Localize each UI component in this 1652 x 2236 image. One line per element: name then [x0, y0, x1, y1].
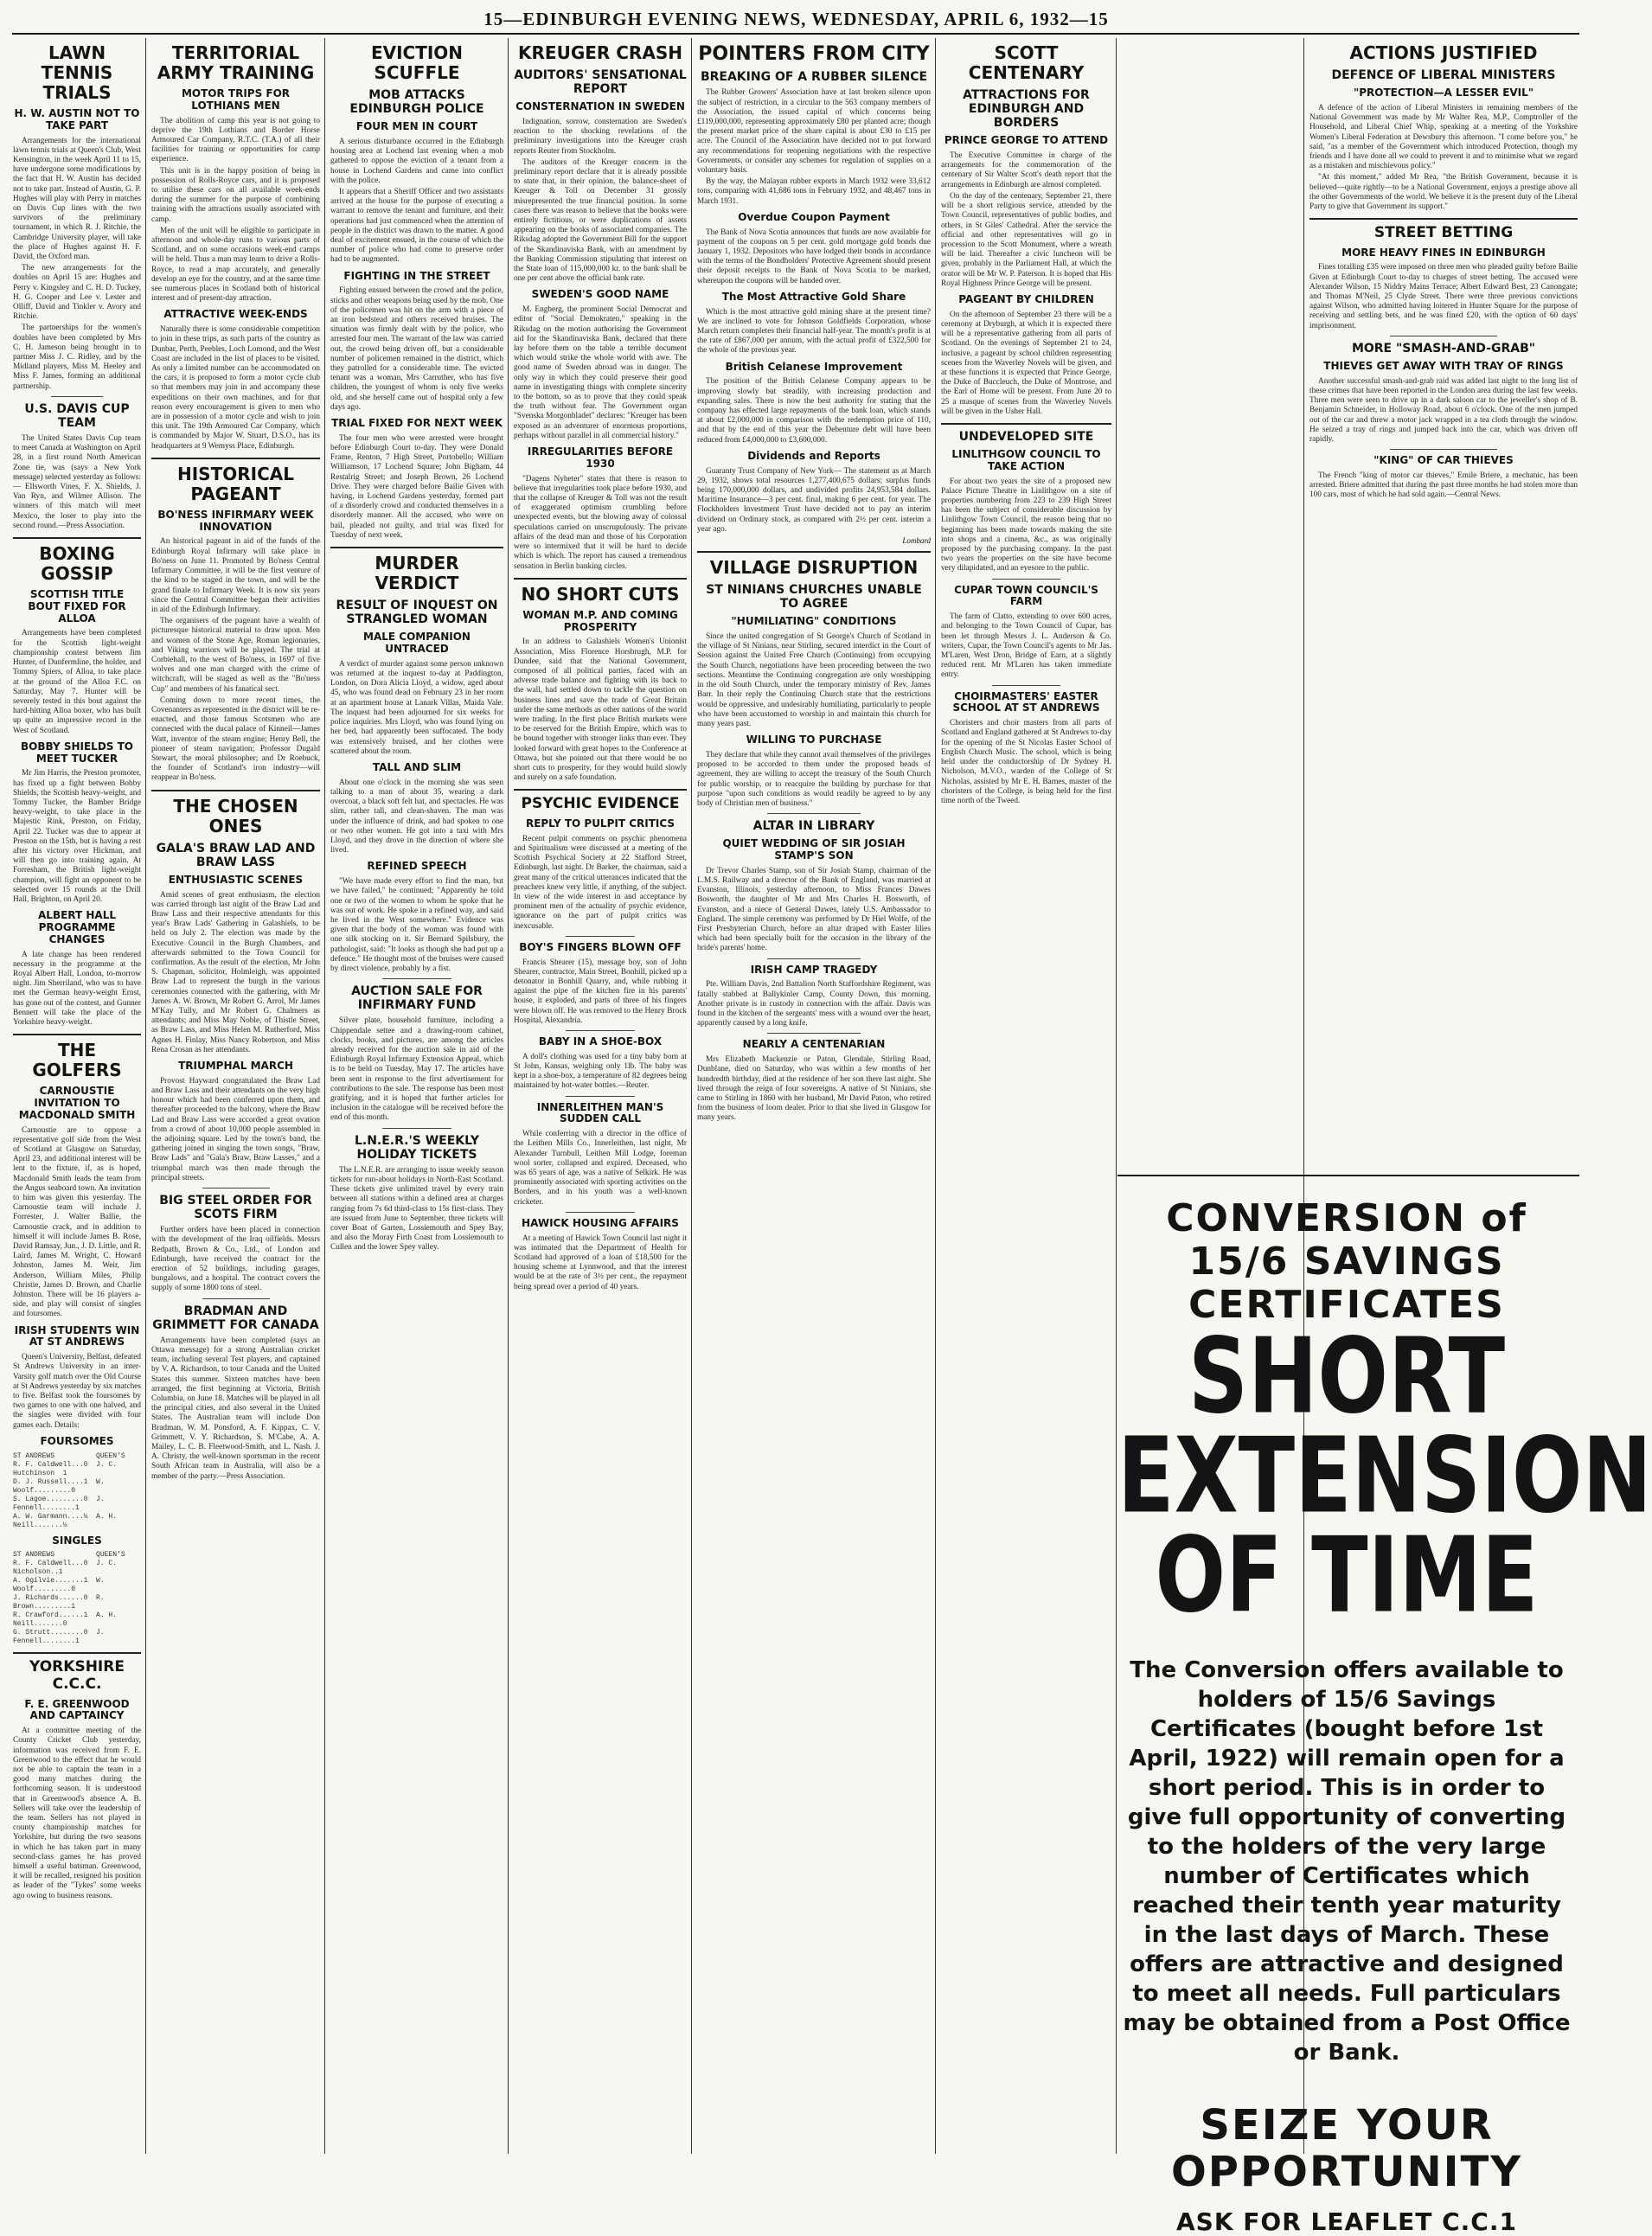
headline-centenarian: NEARLY A CENTENARIAN	[742, 1038, 886, 1051]
article-text: For about two years the site of a proposed new Palace Picture Theatre in Linlithgow on a site of properties numbering from 223 to 239 High Street has been the subject of considerable discussion by Linlithgow Town Council, the reason being that no beginning has been made towards making the site into shops and a cinema, &c., as was originally proposed by the purchasing company. In the past two years the properties on the site have become very dilapidated, and an eyesore to the public.	[941, 477, 1111, 573]
headline-bobby-shields: BOBBY SHIELDS TO MEET TUCKER	[20, 740, 133, 765]
column-divider	[691, 38, 692, 2154]
page-folio: 15—EDINBURGH EVENING NEWS, WEDNESDAY, APRIL 6, 1932—15	[483, 9, 1109, 29]
article-text: Recent pulpit comments on psychic phenomena and Spiritualism were discussed at a meeting of the Scottish Psychical Society at 22 Stafford Street, Edinburgh, last night. Dr Barker, the chairman, said a great many of the critical utterances indicated that the preachers knew very little, if anything, of the subject. In view of the wide interest in and acceptance by prominent men of the actuality of psychic evidence, ignorance on the part of pulpit critics was inexcusable.	[514, 834, 687, 931]
subhead: MOTOR TRIPS FOR LOTHIANS MEN	[181, 87, 291, 112]
subhead: "HUMILIATING" CONDITIONS	[731, 615, 897, 628]
separator	[51, 396, 102, 397]
headline-hawick: HAWICK HOUSING AFFAIRS	[522, 1216, 679, 1229]
article-text: The United States Davis Cup team to meet Canada at Washington on April 28, in a first round North American Zone tie, was (says a New York message) selected yesterday as follows:— Ellsworth Vines, F. X. Shields, J. Van Ryn, and Wilmer Allison. The winners of this match will meet Mexico, the loser to play into the second round.—Press Association.	[13, 434, 141, 530]
subhead: TRIUMPHAL MARCH	[178, 1060, 293, 1072]
scores-table: ST ANDREWS QUEEN'S R. F. Caldwell...0 J. C. Nicholson..1 A. Ogilvie.......1 W. Woolf.........0 J. Richards......0 R. Brown.........1 R. Crawford......1 A. H. Neill.......0 G. Strutt........0 J. Fennell........1	[13, 1551, 125, 1646]
subhead: FIGHTING IN THE STREET	[343, 269, 490, 282]
article-text: Dr Trevor Charles Stamp, son of Sir Josiah Stamp, chairman of the L.M.S. Railway and a director of the Bank of England, was married at Evanston, Illinois, yesterday afternoon, to Miss Frances Dawes Bosworth, the daughter of Mr and Mrs Charles H. Bosworth, of Evanston, and a niece of General Dawes, lately U.S. Ambassador to England. The simple ceremony was performed by Dr Hiel Wolfe, of the First Presbyterian Church, before an altar draped with Easter lilies which had been specially built for the occasion in the library of the bride's parents' home.	[697, 866, 931, 953]
article-text: The French "king of motor car thieves," Emile Briere, a mechanic, has been arrested. Briere admitted that during the past three months he had stolen more than 100 cars, most of which he had sold again.—Central News.	[1309, 471, 1578, 500]
separator	[1390, 449, 1497, 450]
separator	[202, 1298, 270, 1299]
scores-label: FOURSOMES	[40, 1434, 114, 1447]
article-text: M. Engberg, the prominent Social Democrat and editor of "Social Demokraten," speaking in the Riksdag on the motion authorising the Government aid for the Skandinaviska Bank, declared that there lay before them on the table a terrible document which would strike the whole world with awe. The good name of Sweden abroad was in danger. The only way in which they could preserve their good name in investigating things with complete sincerity to the bottom, so as to prove that they could speak the truth without fear. The Government organ "Svenska Morgonbladet" declares: "Kreuger has been exposed as an adventurer of enormous proportions, perhaps without parallel in all commercial history."	[514, 305, 687, 440]
article-text: The four men who were arrested were brought before Edinburgh Court to-day. They were Donald Frame, Renton, 7 High Street, Portobello; William Williamson, 17 Lochend Square; John Bigham, 44 Restalrig Street; and Joseph Brown, 26 Lochend Drive. They were charged before Bailie Given with having, in Lochend Gardens yesterday, formed part of a disorderly crowd and conducted themselves in a disorderly manner. All the accused, who were on bail, pleaded not guilty, and trial was fixed for Tuesday of next week.	[330, 433, 503, 540]
headline-lawn-tennis: LAWN TENNIS TRIALS	[41, 42, 113, 103]
article-text: A late change has been rendered necessary in the programme at the Royal Albert Hall, London, to-morrow night. Jim Sherriland, who was to have met the German heavy-weight Ernst, has gone out of the contest, and Gunner Bennett will take the place of the Yorkshire heavy-weight.	[13, 950, 141, 1027]
subhead: QUIET WEDDING OF SIR JOSIAH STAMP'S SON	[722, 837, 906, 862]
advert-headline: CONVERSION of 15/6 SAVINGS CERTIFICATES	[1166, 1196, 1527, 1327]
separator	[514, 578, 687, 580]
article-text: The abolition of camp this year is not going to deprive the 19th Lothians and Border Horse Armoured Car Company, R.T.C. (T.A.) of all their facilities for training or opportunities for camp experience.	[151, 116, 320, 164]
subhead: REFINED SPEECH	[367, 860, 467, 873]
headline-actions-justified: ACTIONS JUSTIFIED	[1349, 42, 1538, 63]
article-text: Fines totalling £35 were imposed on three men who pleaded guilty before Bailie Given at Edinburgh Court to-day to charges of street betting. The accused were Alexander Wilson, 15 Niddry Mains Terrace; Albert Edward Best, 23 Canongate; and Thomas M'Neil, 25 Clyde Street. There were three previous convictions against Wilson, who admitted having loitered in Hunter Square for the purpose of receiving and settling bets, and he was fined £20, with the option of 60 days' imprisonment.	[1309, 263, 1578, 330]
subhead: GALA'S BRAW LAD AND BRAW LASS	[156, 841, 316, 869]
headline-golfers: THE GOLFERS	[32, 1040, 122, 1081]
column-divider	[935, 38, 936, 2154]
subhead: ENTHUSIASTIC SCENES	[168, 873, 304, 886]
scores-label: SINGLES	[52, 1534, 102, 1547]
article-text: Since the united congregation of St George's Church of Scotland in the village of St Ninians, near Stirling, secured interdict in the Court of Session against the United Free Church (Continuing) from occupying the South Church, negotiations have been proceeding between the two sections. Meantime the Continuing congregation are only worshipping in the old South Church, under the temporary ministry of Rev. James Barr. In their reply the Continuing Church state that the restrictions would be oppressive, and undesirably humiliating, particularly to people who have been accustomed to worship in and maintain this church for many years past.	[697, 632, 931, 728]
subhead: WOMAN M.P. AND COMING PROSPERITY	[522, 608, 678, 633]
advert-leaflet: ASK FOR LEAFLET C.C.1	[1176, 2207, 1517, 2236]
separator	[151, 458, 320, 459]
headline-altar-library: ALTAR IN LIBRARY	[752, 819, 875, 834]
headline-scott-centenary: SCOTT CENTENARY	[968, 42, 1085, 83]
article-text: The new arrangements for the doubles on April 15 are: Hughes and Perry v. Kingsley and C. H. D. Tuckey, H. G. Cooper and Lee v. Lester and Olliff, David and Tinkler v. Avory and Ritchie.	[13, 264, 141, 322]
article-text: Francis Shearer (15), message boy, son of John Shearer, contractor, Main Street, Bonhill, picked up a detonator in Bonhill Quarry, and, while rubbing it against the pipe of the kitchen fire in his parents' house, it exploded, and parts of three of his fingers were blown off. He was removed to the Henry Brock Hospital, Alexandria.	[514, 958, 687, 1025]
article-text: The farm of Clatto, extending to over 600 acres, and belonging to the Town Council of Cupar, has been let through Messrs J. L. Anderson & Co. writers, Cupar, the Town Council's agents to Mr Jas. M'Laren, West Dron, Bridge of Earn, at a slightly reduced rent. Mr M'Laren has taken immediate entry.	[941, 612, 1111, 680]
headline-irish-students: IRISH STUDENTS WIN AT ST ANDREWS	[14, 1323, 140, 1349]
headline-undeveloped-site: UNDEVELOPED SITE	[958, 429, 1094, 444]
article-text: The auditors of the Kreuger concern in the preliminary report declare that it is already possible to state that, in their opinion, the balance-sheet of Kreuger & Toll on December 31 grossly misrepresented the true financial position. In some cases there was reason to believe that the books were entirely fictitious, or were duplications of assets appearing on the books of associated companies. The Riksdag adopted the Government Bill for the support of the Skandinaviska Bank, with an amendment by the Banking Commission stipulating that interest on the State loan of 115,000,000 kr. to the bank shall be one per cent above the official bank rate.	[514, 157, 687, 284]
article-text: On the afternoon of September 23 there will be a ceremony at Dryburgh, at which it is expected there will be a representative gathering from all parts of Scotland. On the evenings of September 21 to 24, inclusive, a pageant by school children representing scenes from the Waverley Novels will be given, and at these functions it is expected that Prince George, the Duke of Buccleuch, the Duke of Montrose, and the Earl of Home will be present. From June 20 to 25 a masque of scenes from the Waverley Novels will be given in the Usher Hall.	[941, 310, 1111, 416]
headline-murder-verdict: MURDER VERDICT	[375, 553, 459, 594]
advert-rule	[1117, 1175, 1579, 1176]
article-text: Fighting ensued between the crowd and the police, sticks and other weapons being used by the mob. One of the policemen was hit on the arm with a piece of an iron bedstead and others received bruises. The situation was firmly dealt with by the police, who arrested four men. The warrant of the law was carried out, the crowd being driven off, but a considerable number of policemen remained in the district, which they patrolled for a considerable time. The evicted tenant was a woman, Mrs Carruther, who has five children, the youngest of whom is only five weeks old, and she herself came out of hospital only a few days ago.	[330, 286, 503, 412]
headline-territorial: TERRITORIAL ARMY TRAINING	[157, 42, 315, 83]
headline-chosen-ones: THE CHOSEN ONES	[173, 795, 298, 836]
separator	[330, 547, 503, 548]
article-text: "We have made every effort to find the man, but we have failed," he continued; "Apparently he told one or two of the women to whom he spoke that he was out of work. He spoke in a refined way, and said he lived in the West somewhere." Evidence was given that the body of the woman was found with one silk stocking on it. Sir Bernard Spilsbury, the pathologist, said: "It looks as though she had put up a defence." He thought most of the bruises were caused by direct violence, probably by a fist.	[330, 877, 503, 973]
separator	[992, 579, 1060, 580]
subhead: REPLY TO PULPIT CRITICS	[525, 817, 676, 830]
subhead: CONSTERNATION IN SWEDEN	[515, 100, 685, 113]
subhead: FOUR MEN IN COURT	[355, 120, 478, 133]
separator	[1309, 218, 1578, 220]
article-text: Another successful smash-and-grab raid was added last night to the long list of these crimes that have been reported in the London area during the last few weeks. Three men were seen to drive up in a dark saloon car to the jeweller's shop of B. Benjamin Schneider, in Holloway Road, about 6 o'clock. One of the men jumped out of the car and threw a motor jack wrapped in a tea cloth through the window. He seized a tray of rings and jumped back into the car, which was driven off rapidly.	[1309, 376, 1578, 444]
subhead: LINLITHGOW COUNCIL TO TAKE ACTION	[951, 448, 1101, 472]
article-text: Carnoustie are to oppose a representative golf side from the West of Scotland at Glasgow on Saturday, April 23, and additional interest will be lent to the fixture, if, as is hoped, Macdonald Smith leads the team from the Angus seaboard town. An invitation to him was given this yesterday. The Carnoustie team will include J. Forrester, J. Walter Ballie, the Carnoustie crack, and in addition to himself it will include James B. Rose, David Ramsay, Jun., J. D. Little, and R. Laird, James M. Wright, C. Howard Johnston, James M. Weir, Jim Anderson, William Miles, Philip Christie, James D. Brown, and Charlie Johnston. There will be 16 players a-side, and play will consist of singles and foursomes.	[13, 1125, 141, 1319]
article-text: By the way, the Malayan rubber exports in March 1932 were 33,612 tons, comparing with 41,686 tons in February 1932, and 48,467 tons in March 1931.	[697, 177, 931, 206]
subhead: SWEDEN'S GOOD NAME	[531, 288, 669, 301]
article-text: On the day of the centenary, September 21, there will be a short religious service, attended by the Town Council, representatives of public bodies, and others, in St Giles' Cathedral. After the service the official and other representatives will go in procession to the Scott Monument, where a wreath will be laid. Thereafter a civic luncheon will be given, probably in the Parliament Hall, at which the orator will be Mr W. P. Paterson. It is hoped that His Royal Highness Prince George will be present.	[941, 191, 1111, 288]
headline-davis-cup: U.S. DAVIS CUP TEAM	[24, 401, 130, 430]
headline-car-thieves: "KING" OF CAR THIEVES	[1373, 454, 1514, 467]
advert-call-to-action: SEIZE YOUR OPPORTUNITY	[1170, 2101, 1523, 2196]
column-6	[937, 38, 1116, 1163]
article-text: Amid scenes of great enthusiasm, the election was carried through last night of the Braw Lad and Braw Lass and their respective attendants for this year's Braw Lads' Gathering in Galashiels, to be held on July 2. The election was made by the Executive Council in the Burgh Chambers, and afterwards submitted to the Town Council for confirmation. As the result of the election, Mr John S. Chapman, solicitor, Holmleigh, was appointed Braw Lad to represent the burgh in the various ceremonies connected with the gathering, with Mr James A. W. Brown, Mr Robert G. Arrol, Mr James M'Kay Tully, and Mr Robert G. Chalmers as attendants; and Miss May Noble, of Thistle Street, as Braw Lass, and Miss Helen M. Rutherford, Miss Agnes H. Finlay, Miss Nancy Robertson, and Miss Rena Crosan as her attendants.	[151, 890, 320, 1054]
subhead: MALE COMPANION UNTRACED	[363, 631, 471, 656]
column-divider	[145, 38, 146, 2154]
separator	[13, 537, 141, 539]
article-text: Mr Jim Harris, the Preston promoter, has fixed up a fight between Bobby Shields, the Scottish heavy-weight, and Tommy Tucker, the Bamber Bridge heavy-weight, to take place in the Majestic Rink, Preston, on Friday, April 22. Tucker was due to appear at Preston on the 15th, but is having a rest after his victory over Hickman, and will then go into training again. At Forresham, the British light-weight champion, will fight an opponent to be selected over 15 rounds at the Drill Hall, Brighton, on April 20.	[13, 769, 141, 904]
subhead: F. E. GREENWOOD AND CAPTAINCY	[24, 1697, 130, 1722]
column-divider	[324, 38, 325, 2154]
savings-certificates-advert	[1117, 1182, 1652, 2236]
article-text: Provost Hayward congratulated the Braw Lad and Braw Lass and their attendants on the very high honour which had been conferred upon them, and thereafter proceeded to the balcony, where the Braw Lad and Braw Lass were accorded a great ovation from a crowd of about 10,000 people assembled in the adjoining square. Led by the town's band, the gathering joined in singing the town songs, "Braw, Braw Lads" and "Gala's Braw, Braw Lasses," and a triumphal march was then made through the principal streets.	[151, 1076, 320, 1182]
separator	[992, 685, 1060, 686]
subhead: AUDITORS' SENSATIONAL REPORT	[514, 68, 687, 97]
article-text: Indignation, sorrow, consternation are Sweden's reaction to the shocking revelations of the preliminary investigations into the Kreuger crash reports Reuter from Stockholm.	[514, 117, 687, 156]
headline-village-disruption: VILLAGE DISRUPTION	[709, 557, 919, 579]
column-5	[693, 38, 935, 2154]
subhead: ST NINIANS CHURCHES UNABLE TO AGREE	[706, 583, 922, 612]
article-text: A verdict of murder against some person unknown was returned at the inquest to-day at Paddington, London, on Dora Alicia Lloyd, a widow, aged about 45, who was found dead on February 23 in her room at an apartment house at Lanark Villas, Maida Vale. The inquest had been adjourned for six weeks for police inquiries. Mrs Lloyd, who was found lying on her bed, had apparently been suffocated. The body was extensively bruised, and her clothes were scattered about the room.	[330, 659, 503, 756]
article-text: In an address to Galashiels Women's Unionist Association, Miss Florence Horsbrugh, M.P. for Dundee, said that the National Government, composed of all political parties, faced with an adverse trade balance and fighting with its back to the wall, had settled down to tackle the question on business lines and save the trade of Great Britain under the same methods as other nations of the world were trading. In the first place British markets were to be reserved for the British Empire, which was to be bound together with stronger links than ever. They looked forward with great hopes to the Conference at Ottawa, but she pointed out that there would be no short cuts to prosperity, for they would build slowly and surely on a safe foundation.	[514, 637, 687, 783]
subhead: Overdue Coupon Payment	[738, 210, 890, 223]
separator	[566, 936, 635, 937]
article-text: This unit is in the happy position of being in possession of Rolls-Royce cars, and it is proposed to utilise these cars on all available week-ends during the summer for the purpose of combining training with the attractions usually associated with camp.	[151, 166, 320, 224]
separator	[941, 423, 1111, 425]
headline-yorkshire: YORKSHIRE C.C.C.	[29, 1658, 125, 1693]
column-divider	[508, 38, 509, 2154]
headline-pageant: HISTORICAL PAGEANT	[177, 463, 294, 504]
article-text: Mrs Elizabeth Mackenzie or Paton, Glendale, Stirling Road, Dunblane, died on Saturday, who was within a few months of her hundredth birthday, died at the residence of her son there last night. She lived through the reign of four sovereigns. A native of St Ninians, she came to Stirling in 1860 with her husband, Mr David Paton, who retired from the business of loom dealer. Prior to that she lived in Glasgow for many years.	[697, 1055, 931, 1123]
subhead: PRINCE GEORGE TO ATTEND	[944, 134, 1109, 147]
scores-table: ST ANDREWS QUEEN'S R. F. Caldwell...0 J. C. Hutchinson 1 D. J. Russell....1 W. Woolf.........0 S. Lagoe.........0 J. Fennell........1 A. W. Garmann....½ A. H. Neill.......½	[13, 1451, 125, 1529]
headline-psychic: PSYCHIC EVIDENCE	[521, 795, 680, 813]
subhead: British Celanese Improvement	[725, 360, 903, 373]
article-text: The L.N.E.R. are arranging to issue weekly season tickets for run-about holidays in North-East Scotland. These tickets give unlimited travel by every train between all stations within a defined area at charges ranging from 7s 6d third-class to 15s first-class. They are issued from June to September, three tickets will cover Boat of Garten, Lossiemouth and Spey Bay, and also the Moray Firth Coast from Lossiemouth to Cullen and the lower Spey valley.	[330, 1165, 503, 1253]
article-text: The Bank of Nova Scotia announces that funds are now available for payment of the coupons on 5 per cent. gold mortgage gold bonds due January 1, 1932. Depositors who have lodged their bonds in accordance with the terms of the Bondholders' Protective Agreement should present their deposit receipts to the Bank of Nova Scotia to be marked, whereupon the coupons will be handed over.	[697, 227, 931, 285]
separator	[514, 789, 687, 791]
subhead: ATTRACTIONS FOR EDINBURGH AND BORDERS	[963, 88, 1090, 131]
headline-lner: L.N.E.R.'S WEEKLY HOLIDAY TICKETS	[354, 1133, 480, 1162]
article-text: Further orders have been placed in connection with the development of the Iraq oilfields. Messrs Redpath, Brown & Co., Ltd., of London and Edinburgh, have received the contract for the erection of 52 buildings, including garages, bungalows, and a hospital. The contract covers the supply of some 1800 tons of steel.	[151, 1226, 320, 1293]
advert-body: The Conversion offers available to holders of 15/6 Savings Certificates (bought before 1st April, 1922) will remain open for a short period. This is in order to give full opportunity of converting to the holders of the very large number of Certificates which reached their tenth year maturity in the last days of March. These offers are attractive and designed to meet all needs. Full particulars may be obtained from a Post Office or Bank.	[1123, 1657, 1571, 2066]
headline-bradman: BRADMAN AND GRIMMETT FOR CANADA	[152, 1304, 319, 1332]
article-text: Naturally there is some considerable competition to join in these trips, as such parts of the country as Dunbar, Perth, Peebles, Loch Lomond, and the West Coast are included in the list of places to be visited. As only a limited number can be accommodated on the cars, it is proposed to form a motor cycle club so that members may join in and accompany these expeditions on their own machines, and for that reason every encouragement is given to men who are in possession of a motor cycle and wish to join this unit. The 19th Armoured Car Company, which is commanded by Major W. Stuart, D.S.O., has its headquarters at 9 Wemyss Place, Edinburgh.	[151, 325, 320, 451]
article-text: Guaranty Trust Company of New York— The statement as at March 29, 1932, shows total resources 1,277,400,675 dollars; surplus funds being 170,000,000 dollars, and undivided profits 24,953,584 dollars. Maritime Insurance—3 per cent. final, making 6 per cent. for year. The Flockholders Investment Trust have decided not to pay an interim dividend on Ordinary stock, as compared with 2½ per cent. interim a year ago.	[697, 466, 931, 534]
column-1	[9, 38, 145, 2154]
subhead: IRREGULARITIES BEFORE 1930	[527, 445, 674, 470]
article-text: The organisers of the pageant have a wealth of picturesque historical material to draw upon. Men and women of the Stone Age, Roman legionaries, and Viking warriors will be played. The trial at Corbiehall, to the west of Bo'ness, in 1697 of five wolves and one man charged with the crime of witchcraft, will be staged as well as the "Bo'ness Cup" and members of his fanatical sect.	[151, 617, 320, 694]
article-text: Which is the most attractive gold mining share at the present time? We are inclined to vote for Johnson Goldfields Corporation, whose March return completes their financial half-year. The month's profit is at the rate of £867,000 per annum, with the actual profit of £322,500 for the whole of the previous year.	[697, 307, 931, 356]
headline-eviction: EVICTION SCUFFLE	[370, 42, 464, 83]
article-text: Choristers and choir masters from all parts of Scotland and England gathered at St Andrews to-day for the opening of the St Nicolas Easter School of English Church Music. The school, which is being held under the conductorship of Dr Sydney H. Nicholson, M.V.O., warden of the College of St Nicholas, assisted by Mr E. H. Barnes, master of the choristers of the College, is being held for the first time north of the Tweed.	[941, 719, 1111, 805]
column-4	[509, 38, 691, 2154]
article-text: They declare that while they cannot avail themselves of the privileges proposed to be accorded to them under the proposed heads of agreement, they are willing to accept the treasury of the South Church for public worship, or to reacquire the building by purchase for that purpose "upon such conditions as would readily be agreed to by any body of Christian men of business."	[697, 750, 931, 808]
subhead: Dividends and Reports	[747, 449, 880, 462]
article-text: The Rubber Growers' Association have at last broken silence upon the subject of restriction, in a circular to the 563 company members of the Association, the issued capital of which concerns being £119,000,000, representing approximately £80 per planted acre; though the present market price of the share capital is about £30 to £15 per acre. The Council of the Association have decided not to put forward any recommendations for reopening negotiations with the respective Governments, or consider any schemes for regulation of supplies on a voluntary basis.	[697, 88, 931, 176]
subhead: BREAKING OF A RUBBER SILENCE	[700, 70, 928, 85]
headline-no-short-cuts: NO SHORT CUTS	[521, 583, 680, 605]
article-text: A defence of the action of Liberal Ministers in remaining members of the National Government was made by Mr Walter Rea, M.P., Comptroller of the Household, and Liberal Chief Whip, speaking at a meeting of the Yorkshire Women's Liberal Federation at Dewsbury this afternoon. "I come before you," he said, "as a member of the Government which introduced Protection, though my friends and I have done all we could to prevent it and to minimise what we regard as a mistaken and mischievous policy."	[1309, 103, 1578, 171]
headline-irish-camp: IRISH CAMP TRAGEDY	[750, 963, 878, 976]
article-text: Men of the unit will be eligible to participate in afternoon and whole-day runs to various parts of Scotland, and on some occasions week-end camps will be held. Thus a man may learn to drive a Rolls-Royce, to read a map accurately, and generally develop an eye for the country, and at the same time see numerous places in Scotland both of historical interest and of present-day attraction.	[151, 226, 320, 304]
subhead: TALL AND SLIM	[372, 760, 462, 773]
subhead: RESULT OF INQUEST ON STRANGLED WOMAN	[336, 599, 498, 627]
subhead: ATTRACTIVE WEEK-ENDS	[163, 308, 308, 321]
headline-steel-order: BIG STEEL ORDER FOR SCOTS FIRM	[159, 1194, 312, 1222]
subhead: BO'NESS INFIRMARY WEEK INNOVATION	[157, 508, 314, 533]
top-rule	[12, 33, 1579, 35]
article-text: An historical pageant in aid of the funds of the Edinburgh Royal Infirmary will take place in Bo'ness on June 11. Promoted by Bo'ness Central Infirmary Committee, it will be the first venture of the kind to be staged in the town, and will be the grand finale to Infirmary Week. It is now six years since the Central Committee began their activities in aid of the Edinburgh Infirmary.	[151, 537, 320, 614]
headline-boys-fingers: BOY'S FINGERS BLOWN OFF	[519, 940, 682, 953]
article-text: The partnerships for the women's doubles have been completed by Mrs C. H. Jameson being brought in to partner Miss J. C. Ridley, and by the Midland players, Miss M. Heeley and Miss F. James, forming an additional partnership.	[13, 324, 141, 391]
subhead: The Most Attractive Gold Share	[721, 290, 906, 303]
article-text: Silver plate, household furniture, including a Chippendale settee and a drawing-room cabinet, clocks, books, and pictures, are among the articles already received for the auction sale in aid of the Edinburgh Royal Infirmary Extension Appeal, which is to be held on Tuesday, May 17. The articles have been sent in response to the first advertisement for contributions to the sale. The response has been most gratifying, and it is hoped that further articles for inclusion in the catalogue will be received before the end of this month.	[330, 1016, 503, 1123]
subhead: H. W. AUSTIN NOT TO TAKE PART	[14, 107, 140, 131]
headline-baby-shoe-box: BABY IN A SHOE-BOX	[538, 1035, 663, 1048]
separator	[13, 1034, 141, 1035]
headline-auction: AUCTION SALE FOR INFIRMARY FUND	[351, 984, 483, 1013]
headline-easter-school: CHOIRMASTERS' EASTER SCHOOL AT ST ANDREWS	[952, 689, 1100, 714]
article-text: Arrangements have been completed (says an Ottawa message) for a strong Australian cricket team, including several Test players, and captained by V. A. Richardson, to tour Canada and the United States this summer. Sixteen matches have been arranged, the first beginning at Victoria, British Columbia, on June 18. Matches will be played in all the principal cities, and also several in the United States. The Australian team will include Don Bradman, W. M. Ponsford, A. F. Kippax, C. V. Grimmett, V. Y. Richardson, S. M'Cabe, A. A. Mailey, L. C. B. Fleetwood-Smith, and L. Nash. J. A. Christy, the well-known sportsman in the recent South African team in Australia, will also be a member of the party.—Press Association.	[151, 1336, 320, 1481]
subhead: MOB ATTACKS EDINBURGH POLICE	[349, 88, 484, 117]
separator	[13, 1652, 141, 1654]
column-7	[1305, 38, 1582, 1163]
headline-street-betting: STREET BETTING	[1373, 224, 1514, 242]
article-text: Coming down to more recent times, the Covenanters as represented in the district will be re-enacted, and those famous Scotsmen who are connected with the ducal palace of Kinneil—James Watt, inventor of the steam engine; Henry Bell, the pioneer of steam navigation; Professor Dugald Stewart, the moral philosopher; and Dr Roebuck, the founder of Scotland's iron industry—will reappear in Bo'ness.	[151, 695, 320, 783]
column-3	[326, 38, 508, 2154]
article-text: At a meeting of Hawick Town Council last night it was intimated that the Department of Health for Scotland had approved of a loan of £18,500 for the housing scheme at Lynnwood, and that the interest would be at the rate of 3½ per cent., the repayment being spread over a period of 40 years.	[514, 1233, 687, 1291]
column-2	[147, 38, 324, 2154]
separator	[767, 958, 861, 959]
headline-albert-hall: ALBERT HALL PROGRAMME CHANGES	[38, 909, 116, 945]
subhead: THIEVES GET AWAY WITH TRAY OF RINGS	[1323, 359, 1564, 372]
headline-pointers-city: POINTERS FROM CITY	[698, 43, 930, 65]
article-text: While conferring with a director in the office of the Leithen Mills Co., Innerleithen, last night, Mr Alexander Turnbull, Leithen Mill Lodge, foreman wool sorter, collapsed and expired. Deceased, who was 65 years of age, was a native of Selkirk. He was prominently associated with sporting activities on the Borders, and in his youth was a well-known cricketer.	[514, 1130, 687, 1207]
headline-cupar-farm: CUPAR TOWN COUNCIL'S FARM	[954, 583, 1098, 608]
article-text: "Dagens Nyheter" states that there is reason to believe that irregularities took place before 1930, and that the collapse of Kreuger & Toll was not the result of exaggerated optimism crumbling before unexpected events, but the blowing away of colossal speculations carried on unscrupulously. The private affairs of the dead man and those of his Corporation were so intermixed that it will be hard to decide which is which. The report has caused a tremendous sensation in Berlin banking circles.	[514, 474, 687, 571]
separator	[382, 978, 451, 979]
subhead: MORE HEAVY FINES IN EDINBURGH	[1341, 246, 1546, 259]
subhead: SCOTTISH TITLE BOUT FIXED FOR ALLOA	[28, 588, 126, 625]
subhead: WILLING TO PURCHASE	[746, 734, 882, 746]
headline-smash-and-grab: MORE "SMASH-AND-GRAB"	[1351, 341, 1536, 356]
separator	[566, 1096, 635, 1097]
article-text: At a committee meeting of the County Cricket Club yesterday, information was received from F. E. Greenwood to the effect that he would not be able to captain the team in a good many matches during the forthcoming season. It is understood that in Greenwood's absence A. B. Sellers will take over the leadership of the team. Sellers has not played in county championship matches for Yorkshire, but during the two seasons in which he has taken part in many second-class games he has proved himself a useful batsman. Greenwood, it will be recalled, resigned his position as leader of the "Tykes" some weeks ago owing to business reasons.	[13, 1727, 141, 1900]
article-text: About one o'clock in the morning she was seen talking to a man of about 35, wearing a dark overcoat, a black soft felt hat, and spectacles. He was slim, rather tall, and clean-shaven. The man was under the influence of drink, and had spoken to one or two other women. He got into a taxi with Mrs Lloyd, and they drove in the direction of where she lived.	[330, 778, 503, 855]
article-text: "At this moment," added Mr Rea, "the British Government, because it is believed—quite rightly—to be a National Government, enjoys a prestige above all the other Governments of the world. We believe it is the present duty of the Liberal Party to give that Government its support."	[1309, 173, 1578, 211]
article-text: The position of the British Celanese Company appears to be improving slowly but steadily, with increasing production and expanding sales. There is now the best authority for stating that the company has effected large repayments of the bank loan, which stands at about £2,000,000 in comparison with the redemption price of 110, and that by the end of this year the Debenture debt will have been reduced from £4,000,000 to £3,600,000.	[697, 377, 931, 445]
subhead: DEFENCE OF LIBERAL MINISTERS	[1331, 68, 1556, 82]
article-text: Queen's University, Belfast, defeated St Andrews University in an inter-Varsity golf match over the Old Course at St Andrews yesterday by six matches to five. Belfast took the foursomes by two games to one with one halved, and the singles were divided with four games each. Details:	[13, 1353, 141, 1430]
separator	[151, 790, 320, 791]
headline-boxing: BOXING GOSSIP	[39, 543, 115, 585]
separator	[566, 1212, 635, 1213]
subhead: "PROTECTION—A LESSER EVIL"	[1353, 86, 1534, 99]
subhead: TRIAL FIXED FOR NEXT WEEK	[331, 417, 503, 430]
separator	[767, 813, 861, 814]
article-text: It appears that a Sheriff Officer and two assistants arrived at the house for the purpose of executing a warrant to remove the tenant and furniture, and their operations had just commenced when the attention of people in the district was drawn to the matter. A good deal of excitement ensued, in the course of which the number of police who had come to preserve order had to be augmented.	[330, 188, 503, 265]
separator	[382, 1128, 451, 1129]
separator	[566, 1030, 635, 1031]
separator	[697, 551, 931, 553]
subhead: PAGEANT BY CHILDREN	[958, 292, 1094, 305]
article-text: Pte. William Davis, 2nd Battalion North Staffordshire Regiment, was fatally stabbed at Ballykinler Camp, County Down, this morning. Another private is in custody in connection with the affair. Davis was found in the kitchen of the sergeants' mess with a wound over the heart, apparently caused by a long knife.	[697, 980, 931, 1028]
byline: Lombard	[902, 536, 931, 546]
article-text: Arrangements for the international lawn tennis trials at Queen's Club, West Kensington, in the week April 11 to 15, have undergone some modifications by the fact that H. W. Austin has decided not to take part. Instead of Austin, G. P. Hughes will play with Perry in matches on Davis Cup lines with the two survivors of the preliminary tournament, in which R. J. Ritchie, the Cambridge University player, will take the place of Hughes against H. F. David, the Oxford man.	[13, 136, 141, 262]
article-text: A serious disturbance occurred in the Edinburgh housing area at Lochend last evening when a mob gathered to oppose the eviction of a tenant from a house in Lochend Gardens and came into conflict with the police.	[330, 137, 503, 185]
separator	[767, 1033, 861, 1034]
advert-main-headline: SHORT EXTENSION OF TIME	[1117, 1316, 1652, 1636]
article-text: Arrangements have been completed for the Scottish light-weight championship contest between Jim Hunter, of Dunfermline, the holder, and Tommy Spiers, of Alloa, to take place at the ground of the Alloa F.C. on Saturday, May 7. Hunter will be severely tested in this bout against the hard-hitting Alloa boxer, who has built up quite an impressive record in the West of Scotland.	[13, 629, 141, 735]
article-text: A doll's clothing was used for a tiny baby born at St John, Kansas, weighing only 1lb. The baby was kept in a shoe-box, a temperature of 82 degrees being maintained by hot-water bottles.—Reuter.	[514, 1052, 687, 1091]
column-divider	[1116, 38, 1117, 2154]
subhead: CARNOUSTIE INVITATION TO MACDONALD SMITH	[18, 1085, 136, 1121]
article-text: The Executive Committee in charge of the arrangements for the commemoration of the centenary of Sir Walter Scott's death report that the arrangements in Edinburgh are almost completed.	[941, 151, 1111, 189]
headline-kreuger: KREUGER CRASH	[518, 42, 682, 63]
headline-innerleithen: INNERLEITHEN MAN'S SUDDEN CALL	[536, 1100, 664, 1125]
